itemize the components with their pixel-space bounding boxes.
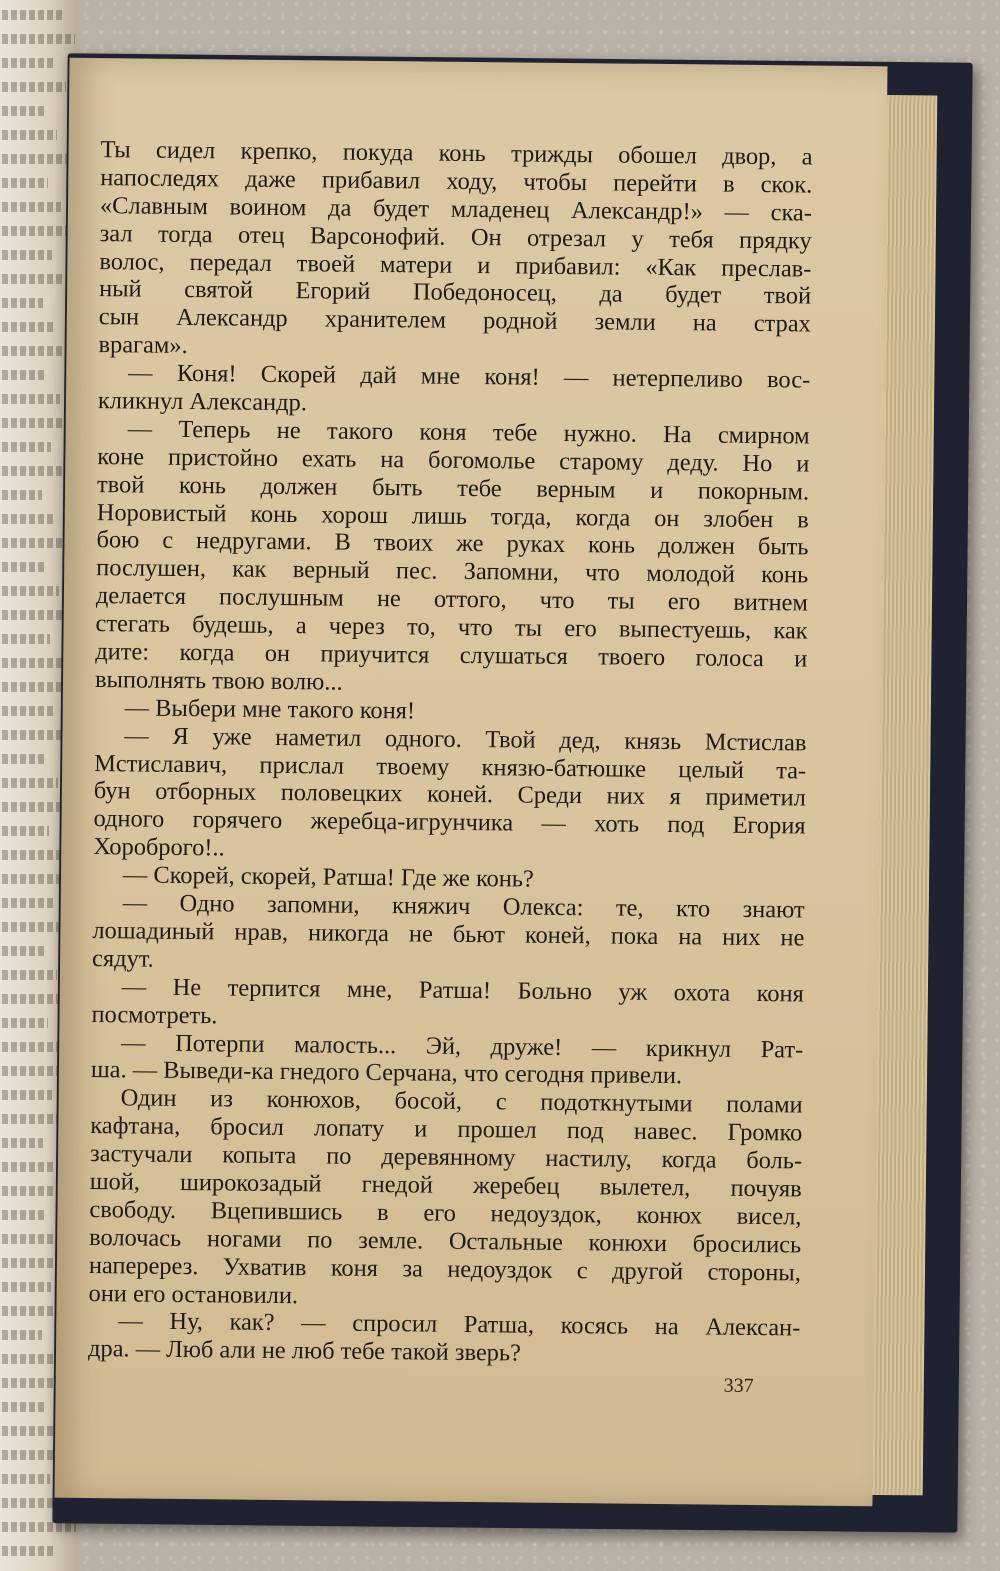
- text-line: кафтана, бросил лопату и прошел под навес. Громко: [90, 1112, 803, 1147]
- text-line: — Скорей, скорей, Ратша! Где же конь?: [122, 861, 534, 893]
- adjacent-text-line: [2, 1426, 59, 1436]
- text-line: волос, передал твоей матери и прибавил: «Как преслав-: [99, 247, 812, 283]
- text-line: врагам».: [98, 331, 188, 360]
- text-line: сядут.: [91, 944, 154, 973]
- adjacent-text-line: [2, 514, 55, 524]
- adjacent-text-line: [2, 394, 60, 404]
- text-line: посмотреть.: [91, 1000, 218, 1029]
- adjacent-text-line: [2, 1162, 56, 1172]
- text-line: одного горячего жеребца-игрунчика — хоть под Егория: [93, 805, 806, 840]
- text-line: «Славным воином да будет младенец Александр!» — ска-: [99, 191, 813, 227]
- adjacent-text-line: [2, 298, 43, 308]
- text-line: шой, широкозадый гнедой жеребец вылетел, почуяв: [89, 1167, 802, 1203]
- text-line: Хороброго!..: [93, 833, 225, 862]
- text-line: ный святой Егорий Победоносец, да будет твой: [99, 275, 812, 310]
- adjacent-text-line: [2, 778, 58, 788]
- adjacent-text-line: [2, 34, 75, 44]
- text-line: бою с недругами. В твоих же руках конь должен быть: [96, 526, 809, 561]
- text-line: зал тогда отец Варсонофий. Он отрезал у тебя прядку: [99, 219, 812, 255]
- adjacent-text-line: [2, 58, 53, 68]
- text-line: ша. — Выведи-ка гнедого Серчана, что сегодня привели.: [90, 1056, 683, 1090]
- adjacent-text-line: [2, 586, 59, 596]
- adjacent-text-line: [2, 898, 53, 908]
- text-line: — Не терпится мне, Ратша! Больно уж охота коня: [121, 973, 804, 1008]
- text-line: — Одно запомни, княжич Олекса: те, кто знают: [122, 889, 805, 924]
- text-line: — Потерпи малость... Эй, друже! — крикнул Рат-: [121, 1028, 804, 1063]
- adjacent-text-line: [2, 1474, 50, 1484]
- adjacent-text-line: [2, 274, 65, 284]
- adjacent-text-line: [2, 946, 44, 956]
- adjacent-text-line: [2, 1042, 61, 1052]
- adjacent-text-line: [2, 658, 63, 668]
- page-number: 337: [723, 1374, 754, 1397]
- text-line: послушен, как верный пес. Запомни, что молодой конь: [96, 554, 809, 589]
- text-line: — Коня! Скорей дай мне коня! — нетерпеливо вос-: [128, 359, 811, 394]
- text-line: свободу. Вцепившись в его недоуздок, конюх висел,: [89, 1195, 802, 1231]
- text-line: Один из конюхов, босой, с подоткнутыми полами: [120, 1084, 803, 1119]
- adjacent-text-line: [2, 250, 52, 260]
- adjacent-text-line: [2, 10, 62, 20]
- adjacent-text-line: [2, 1522, 76, 1532]
- book-page: [54, 58, 887, 1506]
- adjacent-text-line: [2, 130, 57, 140]
- text-line: напоследях даже прибавил ходу, чтобы перейти в скок.: [100, 163, 813, 199]
- adjacent-text-line: [2, 850, 62, 860]
- adjacent-text-line: [2, 106, 44, 116]
- adjacent-text-line: [2, 562, 46, 572]
- text-line: — Теперь не такого коня тебе нужно. На смирном: [127, 415, 810, 450]
- adjacent-text-line: [2, 178, 48, 188]
- adjacent-text-line: [2, 1402, 46, 1412]
- text-line: коне пристойно ехать на богомолье старому деду. Но и: [97, 442, 810, 478]
- adjacent-text-line: [2, 1210, 47, 1220]
- adjacent-text-line: [2, 970, 57, 980]
- adjacent-text-line: [2, 1090, 52, 1100]
- text-line: дра. — Люб али не люб тебе такой зверь?: [87, 1335, 522, 1367]
- adjacent-text-line: [2, 490, 42, 500]
- adjacent-text-line: [2, 466, 64, 476]
- text-line: стегать будешь, а через то, что ты его выпестуешь, как: [95, 610, 808, 645]
- text-line: выполнять твою волю...: [94, 665, 343, 696]
- adjacent-text-line: [2, 1234, 60, 1244]
- page-text: [88, 136, 813, 1371]
- text-line: Ты сидел крепко, покуда конь трижды обошел двор, а: [100, 136, 813, 171]
- adjacent-text-line: [2, 226, 74, 236]
- text-line: Мстиславич, прислал твоему князю-батюшке целый та-: [94, 749, 807, 785]
- adjacent-text-line: [2, 1330, 42, 1340]
- text-line: волочась ногами по земле. Остальные конюхи бросились: [89, 1223, 802, 1259]
- adjacent-text-line: [2, 1018, 48, 1028]
- adjacent-text-line: [2, 322, 56, 332]
- adjacent-text-line: [2, 202, 61, 212]
- text-line: — Ну, как? — спросил Ратша, косясь на Алексан-: [118, 1307, 801, 1342]
- adjacent-text-line: [2, 418, 73, 428]
- adjacent-text-line: [2, 82, 66, 92]
- text-line: — Выбери мне такого коня!: [124, 694, 416, 725]
- adjacent-text-line: [2, 730, 67, 740]
- text-line: бун отборных половецких коней. Среди них я приметил: [93, 777, 806, 812]
- adjacent-text-line: [2, 346, 69, 356]
- text-line: лошадиный нрав, никогда не бьют коней, пока на них не: [92, 916, 805, 952]
- text-line: Норовистый конь хорош лишь тогда, когда он злобен в: [96, 498, 809, 534]
- text-line: делается послушным не оттого, что ты его витнем: [95, 582, 809, 617]
- adjacent-text-line: [2, 826, 49, 836]
- text-line: кликнул Александр.: [97, 387, 308, 417]
- adjacent-text-line: [2, 1354, 55, 1364]
- text-line: они его остановили.: [88, 1279, 299, 1309]
- text-line: твой конь должен быть тебе верным и покорным.: [96, 470, 810, 506]
- adjacent-text-line: [2, 538, 68, 548]
- text-line: застучали копыта по деревянному настилу, когда боль-: [89, 1140, 803, 1175]
- text-line: дите: когда он приучится слушаться твоего голоса и: [95, 638, 808, 673]
- adjacent-text-line: [2, 442, 51, 452]
- adjacent-text-line: [2, 154, 70, 164]
- adjacent-text-line: [2, 370, 47, 380]
- text-line: наперерез. Ухватив коня за недоуздок с другой стороны,: [88, 1251, 802, 1287]
- text-line: сын Александр хранителем родной земли на страх: [98, 303, 811, 338]
- adjacent-text-line: [2, 634, 50, 644]
- text-line: — Я уже наметил одного. Твой дед, князь Мстислав: [124, 722, 807, 757]
- adjacent-text-line: [2, 706, 54, 716]
- adjacent-text-line: [2, 1138, 43, 1148]
- adjacent-text-line: [2, 754, 45, 764]
- adjacent-text-line: [2, 1282, 51, 1292]
- adjacent-text-line: [2, 922, 66, 932]
- adjacent-text-line: [2, 1546, 54, 1556]
